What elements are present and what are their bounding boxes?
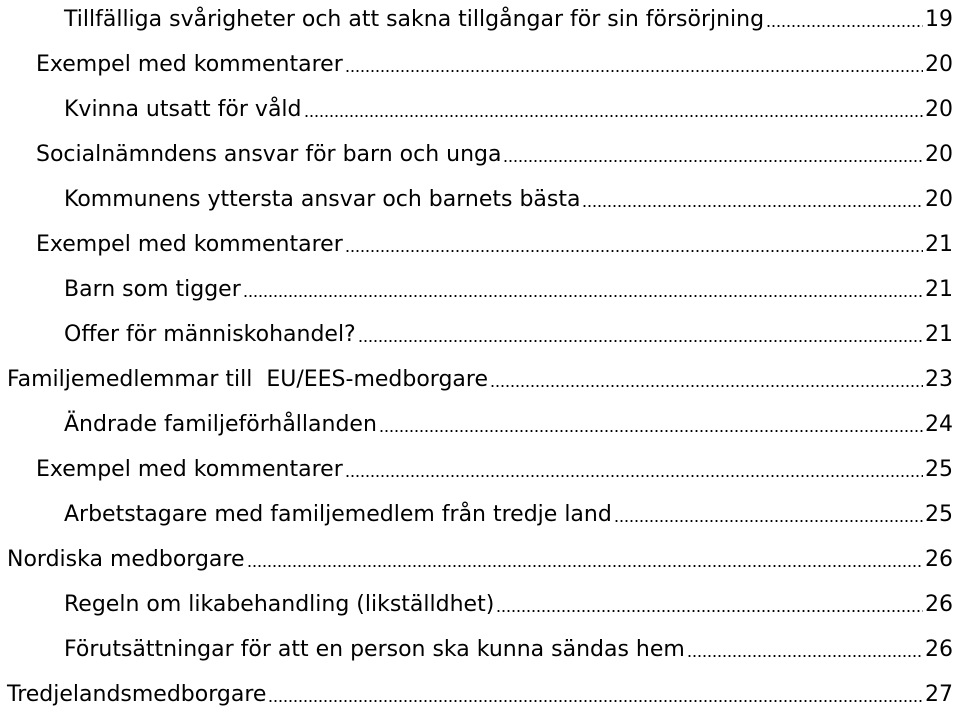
toc-entry-title: Tillfälliga svårigheter och att sakna tillgångar för sin försörjning — [64, 7, 765, 32]
toc-entry[interactable] — [64, 0, 953, 34]
toc-dot-leader — [345, 70, 923, 72]
toc-entry-page-number: 26 — [925, 592, 953, 617]
toc-entry-title: Exempel med kommentarer — [36, 232, 343, 257]
toc-entry-title: Regeln om likabehandling (likställdhet) — [64, 592, 495, 617]
toc-entry[interactable] — [64, 630, 953, 664]
toc-entry-page-number: 20 — [925, 142, 953, 167]
toc-entry-title: Exempel med kommentarer — [36, 457, 343, 482]
toc-entry-page-number: 25 — [925, 502, 953, 527]
toc-entry[interactable] — [7, 360, 953, 394]
toc-dot-leader — [243, 295, 923, 297]
toc-entry[interactable] — [36, 45, 953, 79]
toc-entry-page-number: 27 — [925, 682, 953, 707]
toc-entry-title: Ändrade familjeförhållanden — [64, 412, 377, 437]
toc-entry-page-number: 25 — [925, 457, 953, 482]
toc-entry[interactable] — [64, 180, 953, 214]
toc-dot-leader — [345, 250, 923, 252]
toc-dot-leader — [614, 520, 923, 522]
toc-entry-page-number: 23 — [925, 367, 953, 392]
toc-entry-title: Barn som tigger — [64, 277, 241, 302]
toc-dot-leader — [582, 205, 923, 207]
toc-dot-leader — [687, 655, 923, 657]
toc-entry-page-number: 21 — [925, 322, 953, 347]
toc-dot-leader — [496, 610, 923, 612]
toc-entry-page-number: 20 — [925, 97, 953, 122]
toc-entry-title: Offer för människohandel? — [64, 322, 356, 347]
toc-entry[interactable] — [36, 225, 953, 259]
toc-entry-title: Socialnämndens ansvar för barn och unga — [36, 142, 502, 167]
toc-dot-leader — [247, 565, 924, 567]
toc-entry[interactable] — [64, 495, 953, 529]
toc-entry[interactable] — [7, 540, 953, 574]
toc-entry-title: Kvinna utsatt för våld — [64, 97, 302, 122]
toc-entry-title: Exempel med kommentarer — [36, 52, 343, 77]
toc-entry[interactable] — [36, 450, 953, 484]
toc-entry-page-number: 20 — [925, 187, 953, 212]
toc-dot-leader — [379, 430, 923, 432]
toc-entry-title: Förutsättningar för att en person ska kunna sändas hem — [64, 637, 685, 662]
toc-dot-leader — [268, 700, 923, 702]
toc-dot-leader — [503, 160, 923, 162]
toc-entry-title: Arbetstagare med familjemedlem från tredje land — [64, 502, 612, 527]
toc-entry[interactable] — [64, 270, 953, 304]
toc-dot-leader — [766, 25, 923, 27]
toc-entry-page-number: 21 — [925, 277, 953, 302]
toc-entry-title: Kommunens yttersta ansvar och barnets bästa — [64, 187, 581, 212]
toc-entry-page-number: 20 — [925, 52, 953, 77]
toc-entry[interactable] — [64, 90, 953, 124]
toc-entry-page-number: 26 — [925, 637, 953, 662]
toc-dot-leader — [304, 115, 924, 117]
toc-entry-page-number: 19 — [925, 7, 953, 32]
toc-entry[interactable] — [64, 315, 953, 349]
toc-entry[interactable] — [64, 585, 953, 619]
toc-entry[interactable] — [64, 405, 953, 439]
toc-entry-title: Familjemedlemmar till EU/EES-medborgare — [7, 367, 489, 392]
toc-entry-page-number: 21 — [925, 232, 953, 257]
toc-dot-leader — [345, 475, 923, 477]
toc-entry-page-number: 26 — [925, 547, 953, 572]
toc-entry[interactable] — [7, 675, 953, 709]
toc-dot-leader — [490, 385, 923, 387]
toc-entry[interactable] — [36, 135, 953, 169]
toc-entry-page-number: 24 — [925, 412, 953, 437]
toc-entry-title: Nordiska medborgare — [7, 547, 245, 572]
toc-dot-leader — [358, 340, 923, 342]
toc-entry-title: Tredjelandsmedborgare — [7, 682, 267, 707]
